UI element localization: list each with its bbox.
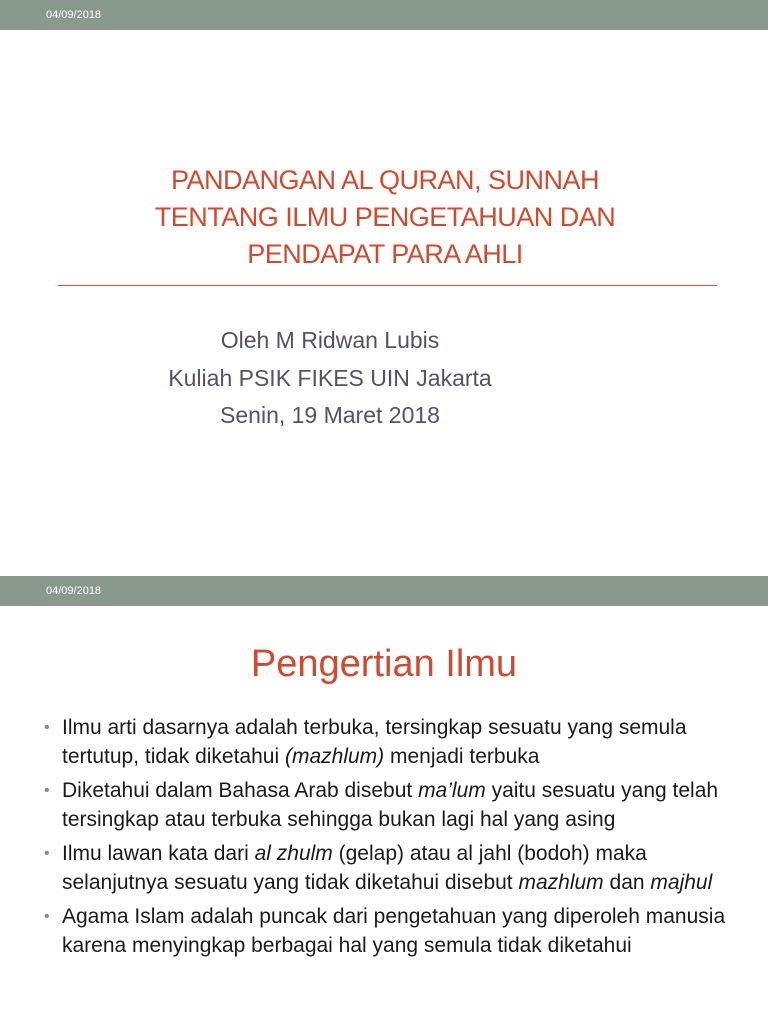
bullet-term: al zhulm — [254, 842, 333, 865]
bullet-marker: • — [44, 719, 50, 736]
bullet-list — [40, 713, 740, 965]
bullet-item — [40, 902, 740, 960]
course-line: Kuliah PSIK FIKES UIN Jakarta — [168, 364, 492, 391]
bullet-text: Diketahui dalam Bahasa Arab disebut — [62, 779, 419, 802]
bullet-text: Agama Islam adalah puncak dari pengetahuan yang diperoleh manusia karena menyingkap berbagai hal yang semula tidak diketahui — [62, 905, 726, 957]
slide-2-header-bar — [0, 576, 768, 606]
slide-1-title-line: PENDAPAT PARA AHLI — [247, 239, 523, 269]
bullet-marker: • — [44, 845, 50, 862]
bullet-text: yaitu sesuatu yang telah tersingkap atau terbuka sehingga bukan lagi hal yang asing — [62, 779, 719, 831]
bullet-text: Ilmu arti dasarnya adalah terbuka, tersingkap sesuatu yang semula tertutup, tidak diketahui — [62, 716, 687, 768]
bullet-text: dan — [603, 871, 651, 894]
bullet-item — [40, 713, 740, 771]
bullet-item — [40, 776, 740, 834]
slide-2-date: 04/09/2018 — [46, 585, 102, 597]
bullet-term: majhul — [650, 871, 713, 894]
bullet-term: mazhlum — [518, 871, 604, 894]
slide-2-title: Pengertian Ilmu — [250, 643, 518, 685]
slide-1-title-line: TENTANG ILMU PENGETAHUAN DAN — [154, 202, 616, 232]
slide-1-header-bar — [0, 0, 768, 30]
bullet-marker: • — [44, 908, 50, 925]
bullet-text: menjadi terbuka — [384, 745, 540, 768]
bullet-item — [40, 839, 740, 897]
bullet-text: Ilmu lawan kata dari — [62, 842, 255, 865]
slide-1-date: 04/09/2018 — [46, 9, 102, 21]
bullet-text: (gelap) atau al jahl (bodoh) maka selanjutnya sesuatu yang tidak diketahui disebut — [62, 842, 647, 894]
bullet-term: ma’lum — [418, 779, 486, 802]
date-line: Senin, 19 Maret 2018 — [220, 402, 440, 428]
author-line: Oleh M Ridwan Lubis — [220, 327, 440, 353]
bullet-marker: • — [44, 782, 50, 799]
slide-1-title — [60, 162, 710, 273]
bullet-term: (mazhlum) — [284, 745, 385, 768]
title-divider — [58, 285, 717, 286]
slide-1-title-line: PANDANGAN AL QURAN, SUNNAH — [170, 165, 600, 195]
slide-1-subtitle — [100, 322, 560, 435]
